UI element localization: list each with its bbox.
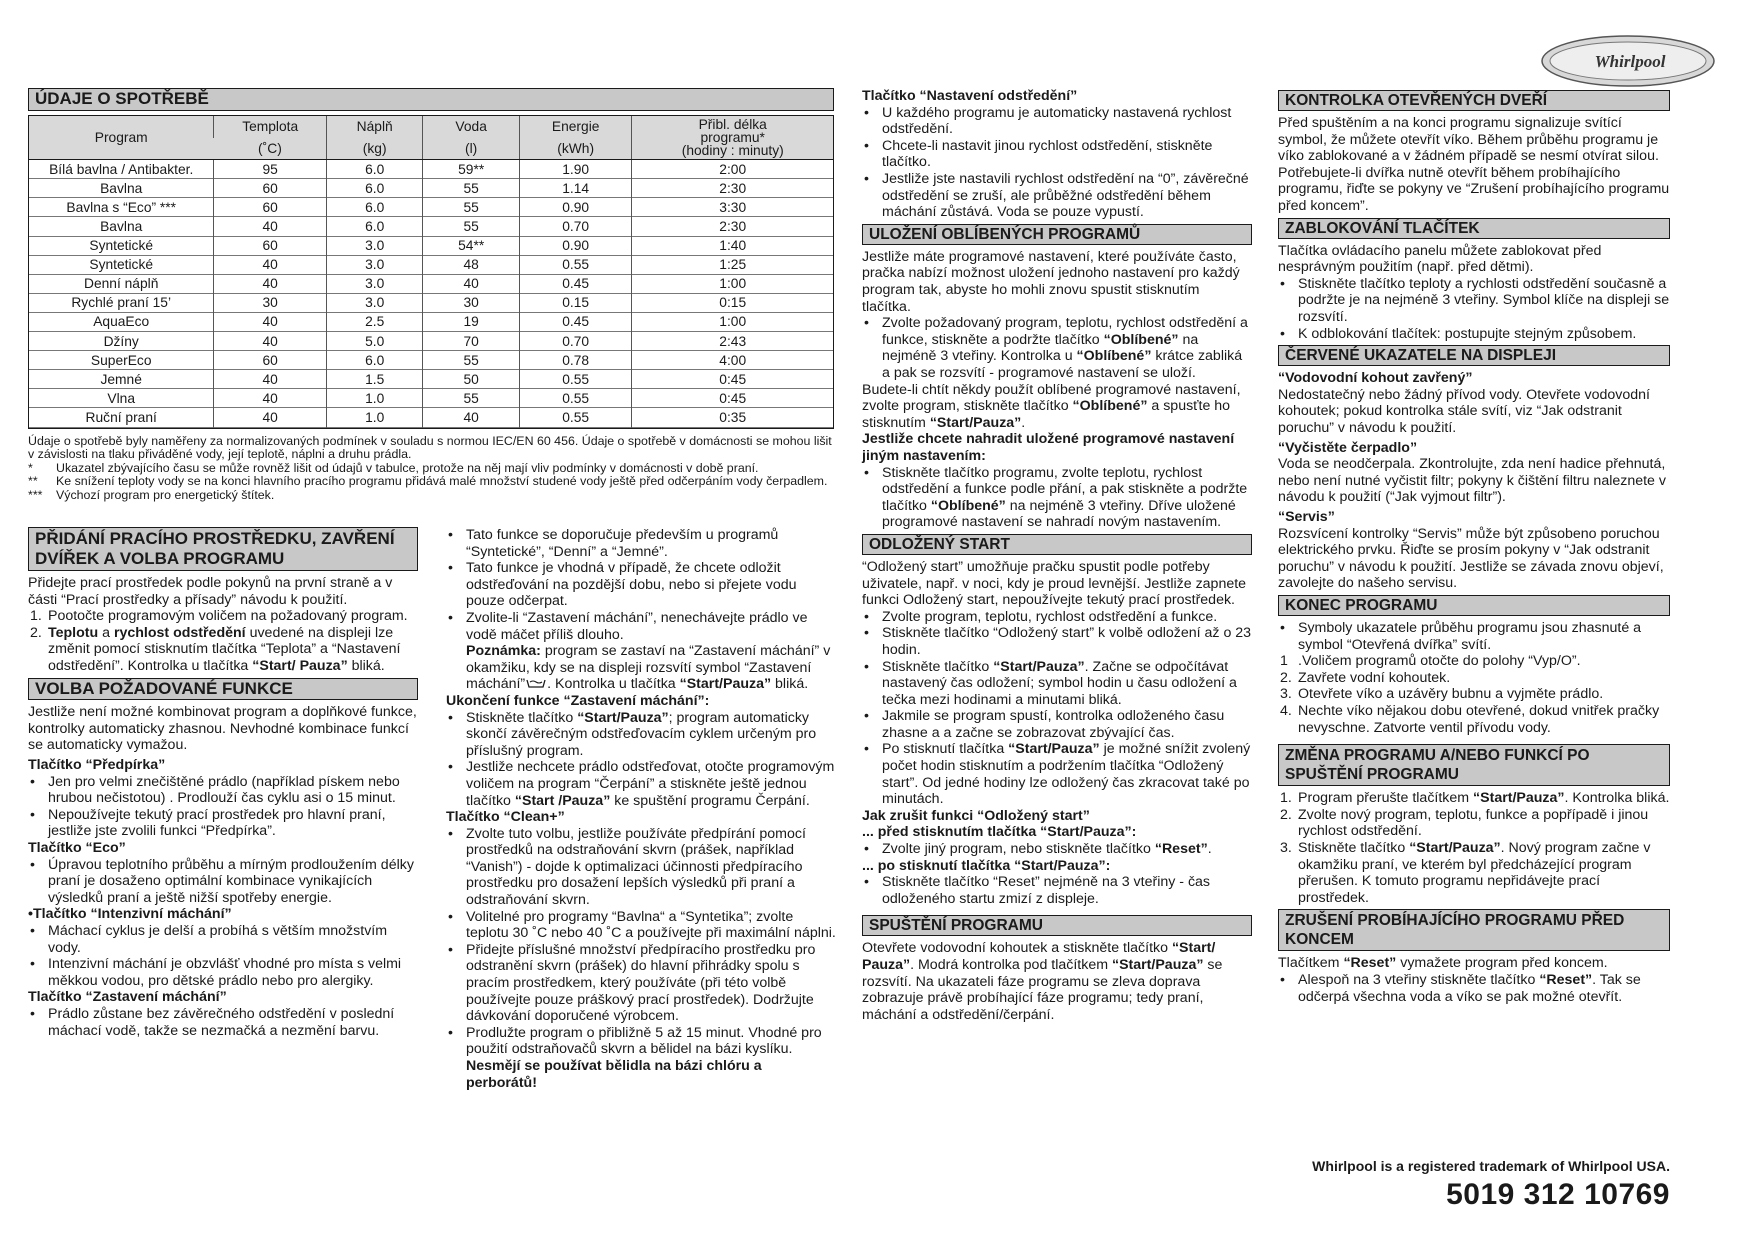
- table-row: [29, 389, 833, 408]
- service-text: Rozsvícení kontrolky “Servis” může být způsobeno poruchou elektrického prvku. Řiďte se prosím pokyny v “Jak odstranit poruchu” v návodu k použití. Jestliže se závada znovu objeví, zavolejte do našeho servisu.: [1278, 525, 1664, 592]
- table-row: [29, 370, 833, 389]
- table-cell: 0.55: [519, 370, 632, 389]
- end1-t2: ; program automaticky skončí závěrečným odstřeďovacím cyklem určeným pro příslušný program.: [466, 709, 817, 759]
- table-row: [29, 217, 833, 236]
- delay-item: • Zvolte program, teplotu, rychlost odstředění a funkce.: [862, 609, 1252, 626]
- end-program-step: 4. Nechte víko nějakou dobu otevřené, dokud vnitřek pračky nevyschne. Zatvorte ventil přívodu vody.: [1278, 703, 1670, 736]
- detergent-step-1: [28, 608, 418, 625]
- consumption-section: [28, 88, 834, 502]
- detergent-step-1-text: Pootočte programovým voličem na požadovaný program.: [48, 608, 408, 625]
- table-cell: Rychlé praní 15’: [71, 295, 172, 311]
- functions-intro: Jestliže není možné kombinovat program a doplňkové funkce, kontrolky automaticky zhasnou. Nevhodné kombinace funkcí se automaticky vymažou.: [28, 704, 417, 754]
- end-program-step: 2. Zavřete vodní kohoutek.: [1278, 670, 1670, 687]
- ab-b1: “Reset”: [1343, 955, 1397, 972]
- table-cell: 1.0: [326, 408, 422, 427]
- table-cell: 60: [214, 198, 327, 217]
- table-cell: 55: [423, 179, 519, 198]
- abi-t1: Alespoň na 3 vteřiny stiskněte tlačítko: [1298, 971, 1540, 988]
- table-cell: 1.14: [519, 179, 632, 198]
- table-cell: 55: [423, 389, 519, 408]
- consumption-table: [29, 116, 833, 428]
- table-cell: 1:00: [632, 312, 833, 331]
- table-cell: Syntetické: [89, 238, 154, 254]
- table-cell: 59**: [423, 160, 519, 179]
- table-cell: 0:45: [632, 389, 833, 408]
- rinse-hold-note-3: [446, 610, 836, 693]
- end-program-step: 1 .Voličem programů otočte do polohy “Vyp/O”.: [1278, 653, 1670, 670]
- table-cell: 40: [214, 312, 327, 331]
- abort-program-section-title: [1278, 909, 1670, 951]
- table-cell: Ruční praní: [85, 409, 157, 425]
- clean-plus-list: [446, 826, 836, 1025]
- clean-last-b1: Nesmějí se používat bělidla na bázi chlóru a perborátů!: [466, 1058, 762, 1091]
- table-cell: 48: [423, 255, 519, 274]
- service-title: “Servis”: [1278, 509, 1335, 526]
- fav-t2: na nejméně 3 vteřiny. Kontrolka u: [882, 331, 1199, 365]
- lock-section-title: ZABLOKOVÁNÍ TLAČÍTEK: [1278, 218, 1670, 239]
- start-text: [862, 940, 1252, 1023]
- detergent-intro: Přidejte prací prostředek podle pokynů na první straně a v části “Prací prostředky a přísady” návodu k použití.: [28, 575, 393, 608]
- delay-item-3: [862, 659, 1252, 709]
- table-cell: 5.0: [326, 332, 422, 351]
- table-cell: 4:00: [632, 351, 833, 370]
- table-cell: 50: [423, 370, 519, 389]
- table-cell: 1:40: [632, 236, 833, 255]
- detergent-title-line2: DVÍŘEK A VOLBA PROGRAMU: [35, 549, 285, 568]
- step2-bold2: rychlost odstředění: [113, 624, 246, 641]
- abort-text: [1278, 955, 1670, 972]
- c3-t1: Stiskněte tlačítko: [1298, 839, 1410, 856]
- d3-b1: “Start/Pauza”: [993, 658, 1085, 675]
- step2-t1: a: [98, 624, 114, 641]
- table-cell: Syntetické: [89, 257, 154, 273]
- note3-t3: . Kontrolka u tlačítka: [547, 676, 680, 693]
- end2-b1: “Start /Pauza”: [514, 792, 611, 809]
- th-duration-l1: Přibl. délka: [698, 116, 767, 132]
- favourites-intro: Jestliže máte programové nastavení, které používáte často, pračka nabízí možnost uložení jednoho nastavení pro každý program tak, abyste ho mohli znovu spustit stisknutím tlačítka.: [862, 248, 1240, 315]
- rinse-hold-icon: [525, 677, 547, 689]
- clean-plus-item: • Volitelné pro programy “Bavlna“ a “Syntetika”; zvolte teplotu 30 ˚C nebo 40 ˚C a používejte při maximální náplni.: [446, 909, 836, 942]
- abi-t2: . Tak se odčerpá všechna voda a víko se pak možné otevřít.: [1298, 971, 1641, 1005]
- clean-plus-item: • Zvolte tuto volbu, jestliže používáte předpírání pomocí prostředků na odstraňování skvrn (prášek, například “Vanish”) - dojde k optimalizaci účinnosti předpíracího prostředku pro dosažení lepších výsledků při praní a odstraňování skvrn.: [446, 826, 836, 909]
- clean-pump-text: Voda se neodčerpala. Zkontrolujte, zda není hadice přehnutá, nebo není nutné vyčistit filtr; pokyny k čištění filtru naleznete v návodu k použití (“Jak vyjmout filtr”).: [1278, 456, 1666, 506]
- favp-t3: .: [1021, 414, 1026, 431]
- st-t3: se rozsvítí. Na ukazateli fáze programu se zleva doprava zobrazuje právě probíhající fáze programu; tedy praní, máchání a odstředění/čerpání.: [862, 957, 1223, 1023]
- th-duration-l2: programu*: [700, 129, 765, 145]
- change-title-line2: SPUŠTĚNÍ PROGRAMU: [1285, 766, 1459, 784]
- note3-t4: bliká.: [771, 676, 809, 693]
- table-cell: Vlna: [107, 390, 136, 406]
- logo-text: Whirlpool: [1594, 52, 1666, 71]
- table-cell: 6.0: [326, 198, 422, 217]
- logo-badge: [1538, 32, 1718, 90]
- end-program-section-title: KONEC PROGRAMU: [1278, 595, 1670, 616]
- footnote: [28, 475, 834, 489]
- table-cell: 0.55: [519, 255, 632, 274]
- end2-t2: ke spuštění programu Čerpání.: [610, 792, 810, 809]
- table-cell: 3:30: [632, 198, 833, 217]
- abi-b1: “Reset”: [1539, 971, 1593, 988]
- spin-item: • Chcete-li nastavit jinou rychlost odstředění, stiskněte tlačítko.: [862, 138, 1252, 171]
- prewash-item: • Jen pro velmi znečištěné prádlo (například pískem nebo hrubou nečistotou) . Prodlouží čas cyklu asi o 15 minut.: [28, 774, 418, 807]
- abort-title-line2: KONCEM: [1285, 931, 1354, 949]
- prewash-item: • Nepoužívejte tekutý prací prostředek pro hlavní praní, jestliže jste zvolili funkci “Předpírka”.: [28, 807, 418, 840]
- table-cell: 2:00: [632, 160, 833, 179]
- table-cell: Bavlna: [100, 180, 143, 196]
- spin-item: • Jestliže jste nastavili rychlost odstředění na “0”, závěrečné odstředění se zruší, ale průběžné odstředění během máchání zůstává. Voda se pouze vypustí.: [862, 171, 1252, 221]
- footnote-text: Ke snížení teploty vody se na konci hlavního pracího programu přidává malé množství studené vody ještě před odčerpáním vody čerpadlem.: [56, 474, 828, 489]
- end-program-steps: [1278, 653, 1670, 736]
- consumption-note-main: Údaje o spotřebě byly naměřeny za normalizovaných podmínek v souladu s normou IEC/EN 60 456. Údaje o spotřebě v domácnosti se mohou lišit v závislosti na tlaku přiváděné vody, její teplotě, náplni a druhu prádla.: [28, 433, 832, 462]
- cancel-before-item: [862, 841, 1252, 858]
- eco-title: Tlačítko “Eco”: [28, 840, 126, 856]
- clean-plus-title: Tlačítko “Clean+”: [446, 809, 565, 826]
- tap-closed-text: Nedostatečný nebo žádný přívod vody. Otevřete vodovodní kohoutek; pokud kontrolka stále svítí, viz “Jak odstranit poruchu” v návodu k použití.: [1278, 386, 1650, 437]
- change-step-3: [1278, 840, 1670, 906]
- table-cell: 3.0: [326, 255, 422, 274]
- intensive-item: • Máchací cyklus je delší a probíhá s větším množstvím vody.: [28, 923, 418, 956]
- cancel-after-title: ... po stisknutí tlačítka “Start/Pauza”:: [862, 857, 1111, 874]
- d3-t1: Stiskněte tlačítko: [882, 658, 994, 675]
- d5-t2: je možné snížit zvolený počet hodin stisknutím a podržením tlačítka “Odložený start”. Od jedné hodiny lze odložený čas zkracovat také po minutách.: [882, 741, 1251, 808]
- delay-item-4: • Jakmile se program spustí, kontrolka odloženého času zhasne a a začne se zobrazovat zbývající čas.: [862, 708, 1252, 741]
- d5-t1: Po stisknutí tlačítka: [882, 741, 1009, 758]
- end1-t1: Stiskněte tlačítko: [466, 709, 578, 726]
- table-cell: 6.0: [326, 351, 422, 370]
- note3-b1: Poznámka:: [466, 643, 541, 660]
- delay-intro: “Odložený start” umožňuje pračku spustit podle potřeby uživatele, např. v noci, kdy je proud levnější. Jestliže zapnete funkci Odložený start, nepoužívejte tekutý prací prostředek.: [862, 558, 1247, 609]
- eco-item: • Úpravou teplotního průběhu a mírným prodloužením délky praní je dosaženo optimální kombinace vynikajících výsledků praní a ještě nižší spotřeby energie.: [28, 857, 418, 907]
- lock-intro: Tlačítka ovládacího panelu můžete zablokovat před nesprávným použitím (např. před dětmi).: [1278, 242, 1602, 276]
- th-water-unit: (l): [423, 138, 519, 160]
- table-cell: 54**: [423, 236, 519, 255]
- delay-item-5: [862, 741, 1252, 807]
- favr-t2: na nejméně 3 vteřiny. Dříve uložené programové nastavení se nahradí novým nastavením.: [882, 497, 1236, 531]
- table-cell: 40: [214, 217, 327, 236]
- table-cell: 60: [214, 236, 327, 255]
- favourites-use: [862, 382, 1252, 432]
- cancel-after-item: • Stiskněte tlačítko “Reset” nejméně na 3 vteřiny - čas odloženého startu zmizí z displeje.: [862, 874, 1252, 907]
- table-cell: 1.90: [519, 160, 632, 179]
- intensive-item: • Intenzivní máchání je obzvlášť vhodné pro místa s velmi měkkou vodou, pro dětské prádlo nebo pro alergiky.: [28, 956, 418, 989]
- table-cell: 2.5: [326, 312, 422, 331]
- d3-t2: . Začne se odpočítávat nastavený čas odložení; symbol hodin u času odložení a tečka mezi hodinami a minutami bliká.: [882, 658, 1237, 708]
- delay-section-title: ODLOŽENÝ START: [862, 534, 1252, 555]
- favourites-replace-title: Jestliže chcete nahradit uložené programové nastavení jiným nastavením:: [862, 431, 1235, 464]
- table-cell: 40: [423, 408, 519, 427]
- note3-t1: Zvolite-li “Zastavení máchání”, nenechávejte prádlo ve vodě máčet příliš dlouho.: [466, 609, 808, 643]
- column-3: [862, 88, 1252, 1023]
- table-cell: Jemné: [100, 371, 142, 387]
- clean-plus-last: [446, 1025, 836, 1091]
- step2-bold1: Teplotu: [48, 624, 99, 641]
- consumption-table-body: [29, 160, 833, 427]
- footnote: [28, 489, 834, 503]
- end1-b1: “Start/Pauza”: [577, 709, 669, 726]
- document-code: 5019 312 10769: [1446, 1178, 1670, 1211]
- lock-item: • K odblokování tlačítek: postupujte stejným způsobem.: [1278, 326, 1670, 343]
- th-load: Náplň: [326, 116, 422, 138]
- favourites-section-title: ULOŽENÍ OBLÍBENÝCH PROGRAMŮ: [862, 224, 1252, 245]
- table-row: [29, 293, 833, 312]
- change-step-2: 2. Zvolte nový program, teplotu, funkce a popřípadě i jinou rychlost odstředění.: [1278, 807, 1670, 840]
- prewash-title: Tlačítko “Předpírka”: [28, 757, 166, 774]
- rinse-hold-note: • Tato funkce je vhodná v případě, že chcete odložit odstřeďování na pozdější dobu, nebo si přejete vodu pouze odčerpat.: [446, 560, 836, 610]
- table-cell: 0.90: [519, 236, 632, 255]
- detergent-title-line1: PŘIDÁNÍ PRACÍHO PROSTŘEDKU, ZAVŘENÍ: [35, 529, 395, 548]
- c1-t2: . Kontrolka bliká.: [1564, 790, 1670, 807]
- end-program-step: 3. Otevřete víko a uzávěry bubnu a vyjměte prádlo.: [1278, 686, 1670, 703]
- table-cell: 1.0: [326, 389, 422, 408]
- d5-b1: “Start/Pauza”: [1008, 741, 1100, 758]
- table-cell: 2:30: [632, 179, 833, 198]
- footnote-mark: **: [28, 474, 38, 489]
- cb-t2: .: [1207, 841, 1212, 858]
- table-cell: AquaEco: [93, 314, 150, 330]
- table-cell: 3.0: [326, 274, 422, 293]
- table-cell: 19: [423, 312, 519, 331]
- lock-list: [1278, 276, 1670, 342]
- table-cell: 40: [214, 389, 327, 408]
- fav-b1: “Oblíbené”: [1103, 331, 1179, 348]
- favr-t1: Stiskněte tlačítko programu, zvolte teplotu, rychlost odstředění a funkce podle přání, a pak stiskněte a podržte tlačítko: [882, 464, 1248, 514]
- ab-t2: vymažete program před koncem.: [1396, 955, 1608, 972]
- table-cell: Bavlna s “Eco” ***: [66, 199, 177, 215]
- c3-b1: “Start/Pauza”: [1409, 839, 1501, 856]
- table-cell: 40: [423, 274, 519, 293]
- rinse-hold-title: Tlačítko “Zastavení máchání”: [28, 989, 227, 1006]
- table-cell: 0.90: [519, 198, 632, 217]
- ab-t1: Tlačítkem: [1278, 955, 1344, 972]
- rinse-hold-note: • Tato funkce se doporučuje především u programů “Syntetické”, “Denní” a “Jemné”.: [446, 527, 836, 560]
- prewash-list: [28, 774, 418, 840]
- footnote-mark: *: [28, 460, 33, 475]
- delay-list: [862, 609, 1252, 659]
- spin-list: [862, 105, 1252, 221]
- table-cell: 55: [423, 217, 519, 236]
- table-row: [29, 351, 833, 370]
- th-load-unit: (kg): [326, 138, 422, 160]
- favp-b2: “Start/Pauza”: [929, 414, 1022, 431]
- footnote-text: Ukazatel zbývajícího času se může rovněž lišit od údajů v tabulce, protože na něj mají vliv podmínky v domácnosti v době praní.: [56, 460, 759, 475]
- spin-title: Tlačítko “Nastavení odstředění”: [862, 88, 1078, 104]
- favp-t1: Budete-li chtít někdy použít oblíbené programové nastavení, zvolte program, stiskněte tlačítko: [862, 381, 1241, 415]
- cb-t1: Zvolte jiný program, nebo stiskněte tlačítko: [882, 841, 1155, 858]
- table-cell: 30: [214, 293, 327, 312]
- consumption-title: ÚDAJE O SPOTŘEBĚ: [28, 88, 834, 111]
- cancel-delay-title: Jak zrušit funkci “Odložený start”: [862, 807, 1090, 824]
- footnote: [28, 462, 834, 476]
- column-2: [446, 527, 836, 1091]
- table-cell: 0.45: [519, 312, 632, 331]
- abort-item: [1278, 972, 1670, 1005]
- table-cell: 40: [214, 274, 327, 293]
- th-duration: [632, 116, 833, 160]
- table-cell: Bavlna: [100, 219, 143, 235]
- st-t1: Otevřete vodovodní kohoutek a stiskněte tlačítko: [862, 940, 1172, 957]
- spin-item: • U každého programu je automaticky nastavená rychlost odstředění.: [862, 105, 1252, 138]
- table-cell: 1:00: [632, 274, 833, 293]
- table-row: [29, 332, 833, 351]
- table-cell: 0.78: [519, 351, 632, 370]
- end-rinse-hold-1: [446, 710, 836, 760]
- start-section-title: SPUŠTĚNÍ PROGRAMU: [862, 915, 1252, 936]
- c1-t1: Program přerušte tlačítkem: [1298, 790, 1474, 807]
- table-cell: 40: [214, 255, 327, 274]
- step2-bold3: “Start/ Pauza”: [252, 657, 348, 674]
- note3-t2: program se zastaví na “Zastavení máchání” v okamžiku, kdy se na displeji rozsvítí symbol “Zastavení máchání”: [466, 643, 831, 693]
- table-row: [29, 312, 833, 331]
- change-title-line1: ZMĚNA PROGRAMU A/NEBO FUNKCÍ PO: [1285, 747, 1590, 765]
- table-cell: 2:43: [632, 332, 833, 351]
- table-cell: 1.5: [326, 370, 422, 389]
- delay-item: • Stiskněte tlačítko “Odložený start” k volbě odložení až o 23 hodin.: [862, 625, 1252, 658]
- intensive-list: [28, 923, 418, 989]
- st-b1: “Start/ Pauza”: [862, 940, 1216, 974]
- table-cell: 0:15: [632, 293, 833, 312]
- cancel-before-title: ... před stisknutím tlačítka “Start/Pauza”:: [862, 824, 1137, 841]
- footnote-text: Výchozí program pro energetický štítek.: [56, 487, 275, 502]
- table-cell: 0.15: [519, 293, 632, 312]
- footnote-mark: ***: [28, 487, 43, 502]
- consumption-notes: [28, 462, 834, 503]
- table-row: [29, 255, 833, 274]
- table-cell: Denní náplň: [83, 276, 159, 292]
- table-row: [29, 274, 833, 293]
- lock-item: • Stiskněte tlačítko teploty a rychlosti odstředění současně a podržte je na nejméně 3 vteřiny. Symbol klíče na displeji se rozsvítí.: [1278, 276, 1670, 326]
- table-cell: 6.0: [326, 217, 422, 236]
- table-cell: Bílá bavlna / Antibakter.: [49, 161, 194, 177]
- table-cell: 30: [423, 293, 519, 312]
- step2-t2: uvedené na displeji lze změnit pomocí stisknutím tlačítka “Teplota” a “Nastavení odstředění”. Kontrolka u tlačítka: [48, 624, 401, 674]
- clean-last-t1: Prodlužte program o přibližně 5 až 15 minut. Vhodné pro použití odstraňovačů skvrn a bělidel na bázi kyslíku.: [466, 1024, 822, 1058]
- end-rinse-hold-title: Ukončení funkce “Zastavení máchání”:: [446, 692, 710, 709]
- table-cell: 0:35: [632, 408, 833, 427]
- table-row: [29, 179, 833, 198]
- change-program-section-title: [1278, 744, 1670, 786]
- note3-b2: “Start/Pauza”: [679, 676, 772, 693]
- favourites-item: [862, 315, 1252, 381]
- table-cell: 40: [214, 370, 327, 389]
- table-cell: 0.70: [519, 217, 632, 236]
- functions-section-title: VOLBA POŽADOVANÉ FUNKCE: [28, 678, 418, 701]
- favourites-replace-item: [862, 465, 1252, 531]
- table-cell: 1:25: [632, 255, 833, 274]
- door-section-title: KONTROLKA OTEVŘENÝCH DVEŘÍ: [1278, 90, 1670, 111]
- table-cell: 6.0: [326, 160, 422, 179]
- c1-b1: “Start/Pauza”: [1473, 790, 1565, 807]
- red-indicators-section-title: ČERVENÉ UKAZATELE NA DISPLEJI: [1278, 345, 1670, 366]
- table-cell: 55: [423, 351, 519, 370]
- fav-t3: krátce zabliká a pak se rozsvítí - programové nastavení se uloží.: [882, 348, 1243, 381]
- end-program-bullet: • Symboly ukazatele průběhu programu jsou zhasnuté a symbol “Otevřená dvířka” svítí.: [1278, 620, 1670, 653]
- column-4: [1278, 90, 1670, 1005]
- table-row: [29, 408, 833, 427]
- th-temp: Templota: [214, 116, 327, 138]
- favr-b1: “Oblíbené”: [930, 497, 1006, 514]
- table-cell: 0.70: [519, 332, 632, 351]
- rinse-hold-item: • Prádlo zůstane bez závěrečného odstředění v poslední máchací vodě, takže se nezmačká a nezmění barvu.: [28, 1006, 418, 1039]
- table-cell: 0.45: [519, 274, 632, 293]
- fav-b2: “Oblíbené”: [1076, 348, 1152, 365]
- table-row: [29, 160, 833, 179]
- th-temp-unit: (˚C): [214, 138, 327, 160]
- table-cell: 60: [214, 179, 327, 198]
- table-cell: 55: [423, 198, 519, 217]
- step2-t3: bliká.: [347, 657, 385, 674]
- table-row: [29, 198, 833, 217]
- whirlpool-logo: [1538, 32, 1718, 90]
- th-energy: Energie: [519, 116, 632, 138]
- table-row: [29, 236, 833, 255]
- table-cell: 40: [214, 332, 327, 351]
- table-cell: 0.55: [519, 389, 632, 408]
- th-water: Voda: [423, 116, 519, 138]
- tap-closed-title: “Vodovodní kohout zavřený”: [1278, 370, 1473, 387]
- table-cell: Džíny: [103, 333, 139, 349]
- end-rinse-hold-2: [446, 759, 836, 809]
- column-1: [28, 527, 418, 1039]
- favp-t2: a spusťte ho stisknutím: [862, 398, 1231, 431]
- table-cell: 0.55: [519, 408, 632, 427]
- table-cell: 95: [214, 160, 327, 179]
- th-program: Program: [29, 116, 214, 160]
- favp-b1: “Oblíbené”: [1072, 398, 1148, 415]
- table-cell: 3.0: [326, 293, 422, 312]
- th-energy-unit: (kWh): [519, 138, 632, 160]
- st-b2: “Start/Pauza”: [1111, 957, 1204, 974]
- end2-t1: Jestliže nechcete prádlo odstřeďovat, otočte programovým voličem na program “Čerpání” a stiskněte ještě jednou tlačítko: [466, 759, 835, 809]
- table-cell: 2:30: [632, 217, 833, 236]
- table-cell: SuperEco: [90, 352, 152, 368]
- clean-plus-item: • Přidejte příslušné množství předpíracího prostředku pro odstranění skvrn (prášek) do hlavní přihrádky spolu s pracím prostředkem, který používáte (při této volbě používejte pouze práškový prací prostředek). Dodržujte dávkování doporučené výrobcem.: [446, 942, 836, 1025]
- table-cell: 60: [214, 351, 327, 370]
- rinse-hold-notes: [446, 527, 836, 610]
- fav-t1: Zvolte požadovaný program, teplotu, rychlost odstředění a funkce, stiskněte a podržte tlačítko: [882, 315, 1248, 348]
- abort-title-line1: ZRUŠENÍ PROBÍHAJÍCÍHO PROGRAMU PŘED: [1285, 912, 1625, 930]
- detergent-step-2: [28, 625, 418, 675]
- table-cell: 6.0: [326, 179, 422, 198]
- cb-b1: “Reset”: [1154, 841, 1208, 858]
- intensive-title: •Tlačítko “Intenzivní máchání”: [28, 906, 232, 923]
- door-text: Před spuštěním a na konci programu signalizuje svítící symbol, že můžete otevřít víko. Během průběhu programu je víko zablokované a v žádném případě se nesmí otvírat silou. Potřebujete-li dvířka nutně otevřít během probíhajícího programu, řiďte se pokyny ve “Zrušení probíhajícího programu před koncem”.: [1278, 115, 1670, 215]
- table-cell: 70: [423, 332, 519, 351]
- table-cell: 40: [214, 408, 327, 427]
- consumption-table-wrap: [28, 115, 834, 429]
- table-cell: 3.0: [326, 236, 422, 255]
- table-cell: 0:45: [632, 370, 833, 389]
- th-duration-l3: (hodiny : minuty): [681, 142, 784, 158]
- c3-t2: . Nový program začne v okamžiku praní, ve kterém byl předcházející program přerušen. K tomuto programu nepřidávejte prací prostředek.: [1298, 839, 1651, 906]
- trademark-notice: Whirlpool is a registered trademark of Whirlpool USA.: [1312, 1158, 1670, 1174]
- clean-pump-title: “Vyčistěte čerpadlo”: [1278, 439, 1418, 456]
- detergent-section-title: [28, 527, 418, 571]
- st-t2: . Modrá kontrolka pod tlačítkem: [910, 957, 1112, 974]
- change-step-1: [1278, 790, 1670, 807]
